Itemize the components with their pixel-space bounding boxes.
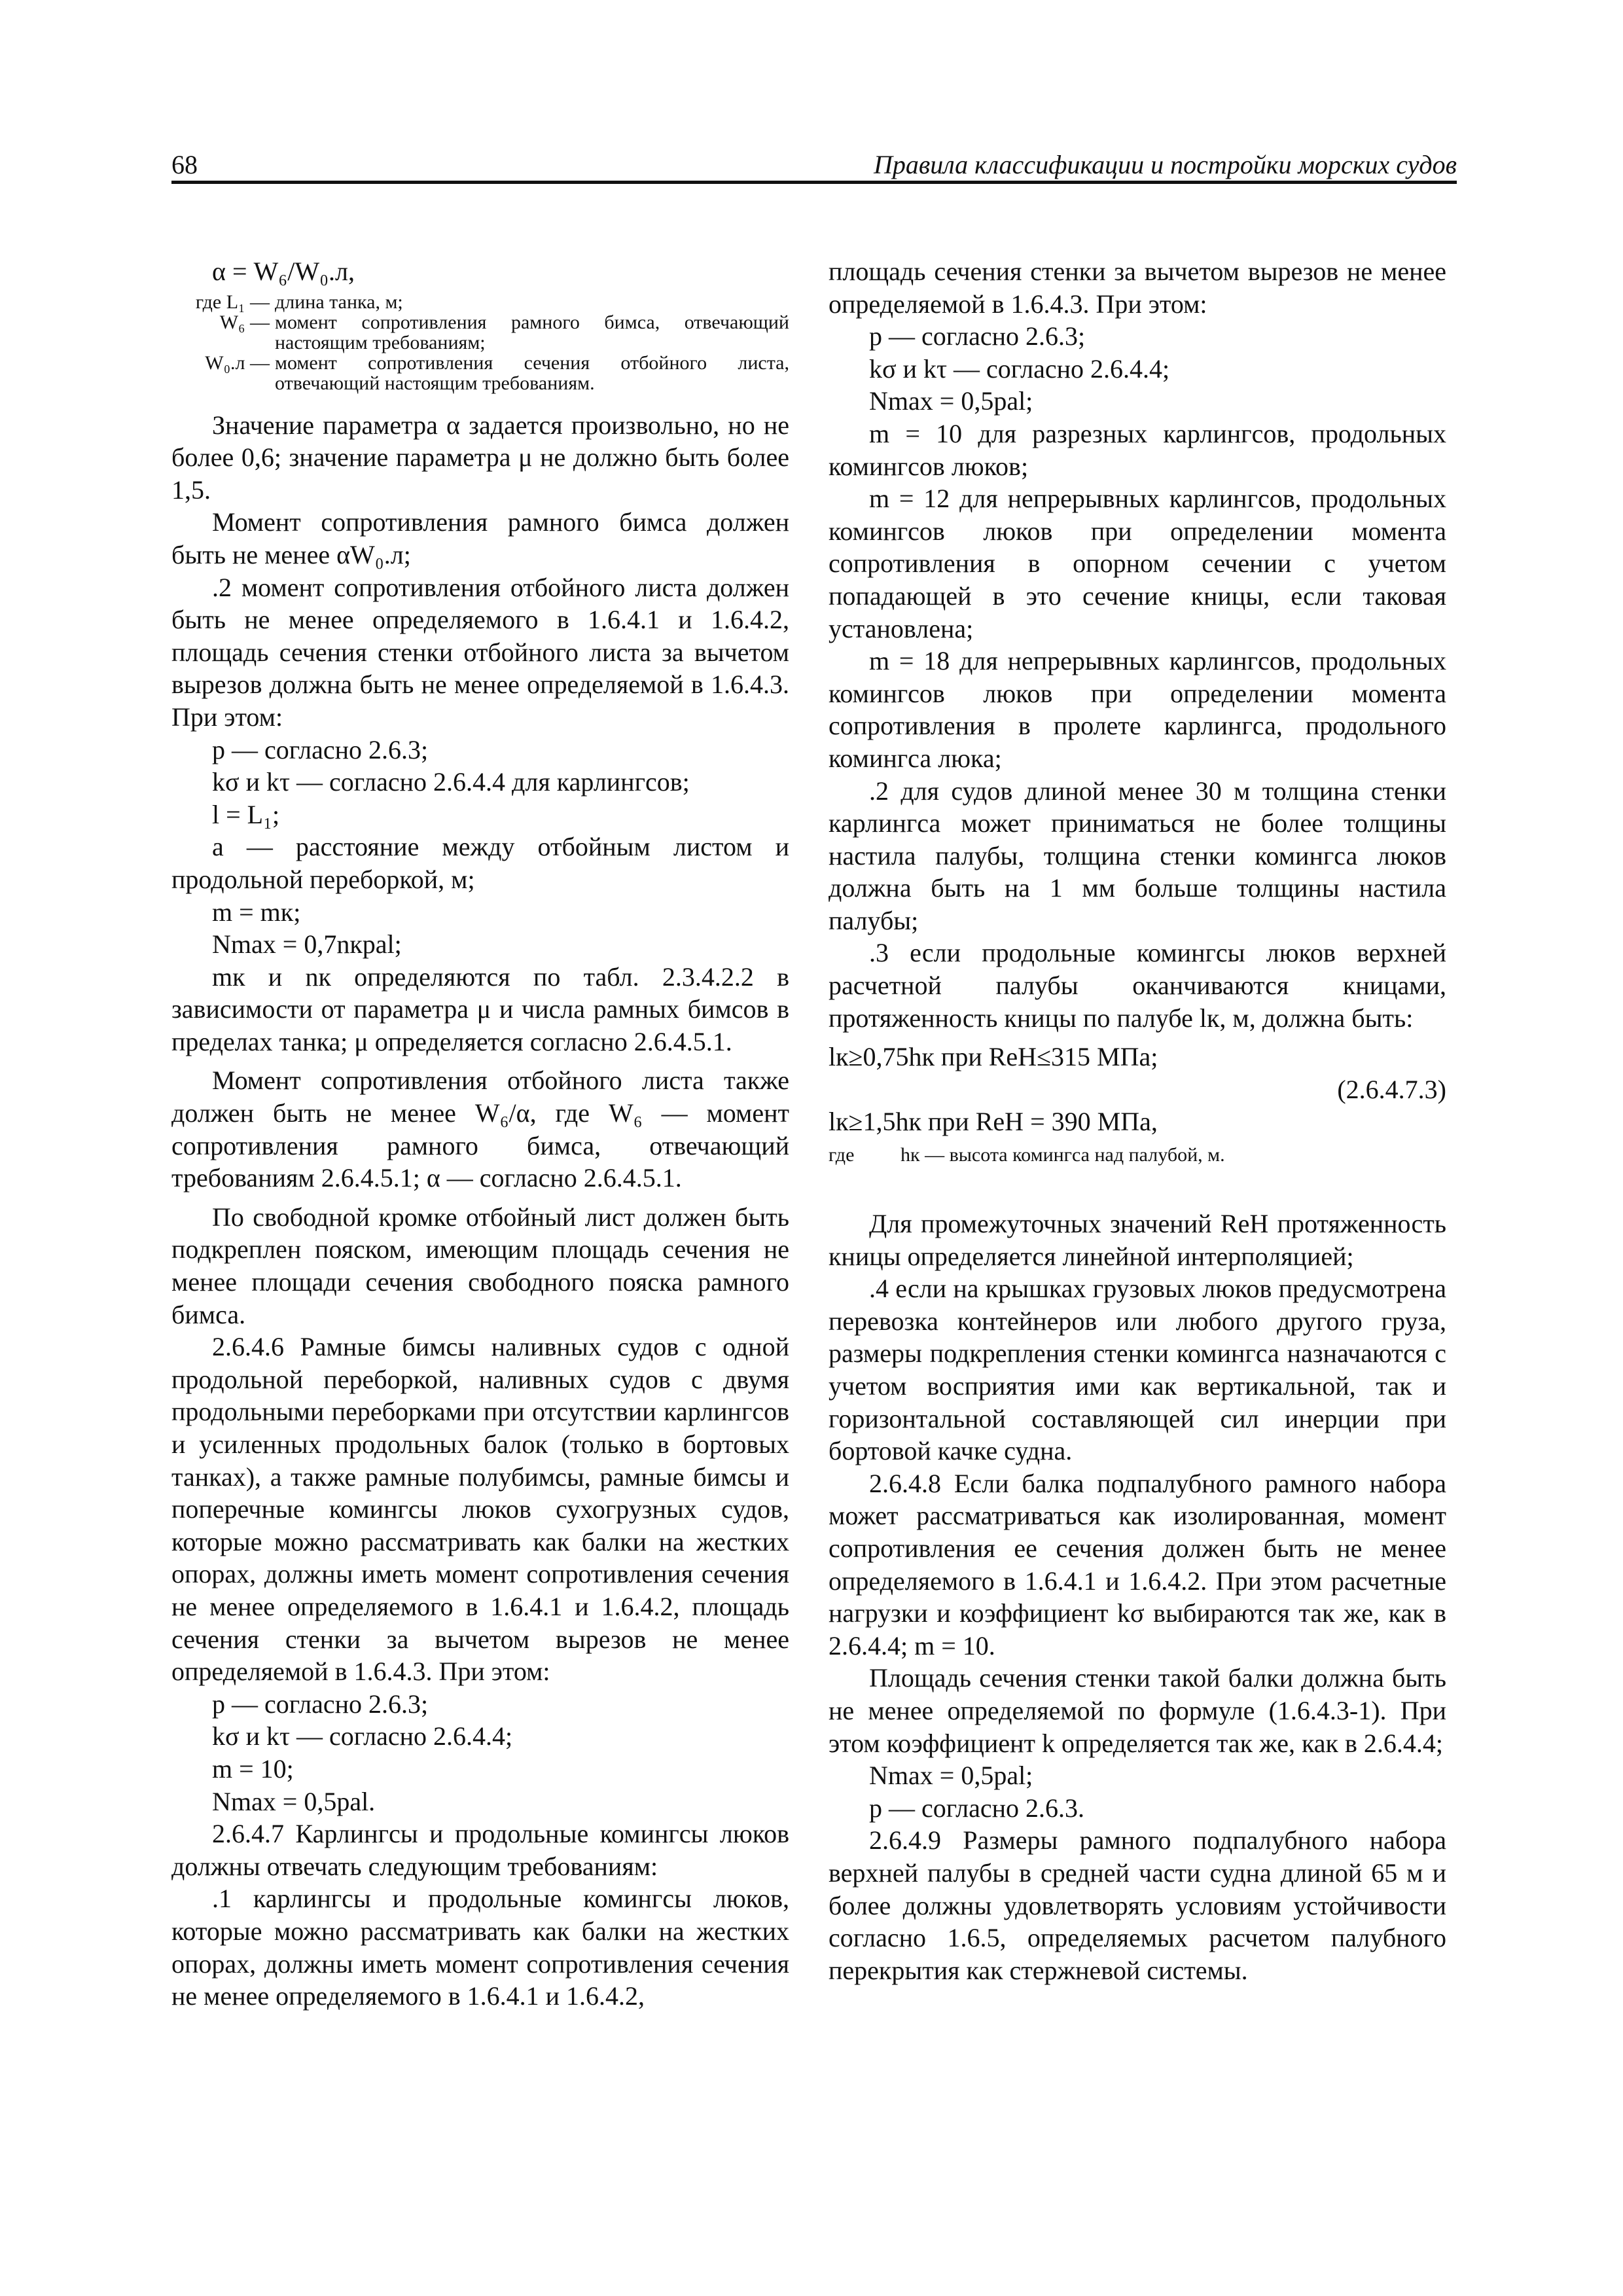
- param-line: m = 10;: [212, 1753, 294, 1784]
- paragraph: .3 если продольные комингсы люков верхней расчетной палубы оканчиваются кницами, протяженность кницы по палубе lк, м, должна быть:: [829, 938, 1446, 1033]
- where-label: где: [829, 1144, 855, 1166]
- spacer: [829, 1168, 1446, 1208]
- paragraph: Момент сопротивления отбойного листа также должен быть не менее W₆/α, где W₆ — момент сопротивления рамного бимса, отвечающий требованиям 2.6.4.5.1; α — согласно 2.6.4.5.1.: [171, 1066, 789, 1193]
- param-line: Nmax = 0,7nкpal;: [212, 929, 402, 960]
- running-title: Правила классификации и постройки морских судов: [873, 150, 1457, 179]
- paragraph: Для промежуточных значений ReH протяженность кницы определяется линейной интерполяцией;: [829, 1209, 1446, 1271]
- param-line: Nmax = 0,5pal;: [869, 386, 1033, 416]
- formula-line: lк≥0,75hк при ReH≤315 МПа;: [829, 1042, 1158, 1072]
- param-line: m = 12 для непрерывных карлингсов, продольных комингсов люков при определении момента сопротивления в опорном сечении с учетом попадающей в это сечение кницы, если таковая установлена;: [829, 484, 1446, 643]
- param-line: a — расстояние между отбойным листом и продольной переборкой, м;: [171, 832, 789, 894]
- definition-text: момент сопротивления сечения отбойного листа, отвечающий настоящим требованиям.: [275, 351, 789, 394]
- page-header: [171, 149, 1457, 179]
- param-line: l = L₁;: [212, 799, 280, 829]
- param-line: kσ и kτ — согласно 2.6.4.4;: [869, 353, 1170, 384]
- definition-item: [171, 292, 789, 312]
- paragraph: площадь сечения стенки за вычетом вырезов не менее определяемой в 1.6.4.3. При этом:: [829, 257, 1446, 319]
- param-line: mк и nк определяются по табл. 2.3.4.2.2 в зависимости от параметра μ и числа рамных бимсов в пределах танка; μ определяется согласно 2.6.4.5.1.: [171, 961, 789, 1056]
- header-rule: [171, 181, 1457, 184]
- param-line: m = 10 для разрезных карлингсов, продольных комингсов люков;: [829, 418, 1446, 481]
- paragraph: .1 карлингсы и продольные комингсы люков, которые можно рассматривать как балки на жестких опорах, должны иметь момент сопротивления сечения не менее определяемого в 1.6.4.1 и 1.6.4.2,: [171, 1884, 789, 2011]
- section-2-6-4-7: 2.6.4.7 Карлингсы и продольные комингсы люков должны отвечать следующим требованиям:: [171, 1819, 789, 1881]
- section-2-6-4-9: 2.6.4.9 Размеры рамного подпалубного набора верхней палубы в средней части судна длиной 65 м и более должны удовлетворять условиям устойчивости согласно 1.6.5, определяемых расчетом палубного перекрытия как стержневой системы.: [829, 1825, 1446, 1985]
- alpha-formula: α = W₆/W₀.л,: [212, 257, 355, 286]
- page-number: 68: [171, 150, 198, 179]
- definition-text: момент сопротивления рамного бимса, отвечающий настоящим требованиям;: [275, 311, 789, 353]
- where-note: [829, 1142, 1446, 1168]
- param-line: Nmax = 0,5pal.: [212, 1786, 376, 1816]
- definition-symbol: где L₁ —: [195, 291, 270, 313]
- definition-item: [171, 353, 789, 393]
- left-column: [171, 255, 789, 2013]
- paragraph: .4 если на крышках грузовых люков предусмотрена перевозка контейнеров или любого другого груза, размеры подкрепления стенки комингса назначаются с учетом восприятия ими как вертикальной, так и горизонтальной составляющей сил инерции при бортовой качке судна.: [829, 1274, 1446, 1466]
- paragraph: Площадь сечения стенки такой балки должна быть не менее определяемой по формуле (1.6.4.3-1). При этом коэффициент k определяется так же, как в 2.6.4.4;: [829, 1663, 1446, 1758]
- param-line: Nmax = 0,5pal;: [869, 1761, 1033, 1791]
- param-line: p — согласно 2.6.3;: [212, 734, 429, 764]
- definition-symbol: W₆ —: [219, 311, 270, 333]
- param-line: m = 18 для непрерывных карлингсов, продольных комингсов люков при определении момента сопротивления в пролете карлингса, продольного комингса люка;: [829, 646, 1446, 773]
- param-line: p — согласно 2.6.3;: [212, 1689, 429, 1719]
- formula-line: lк≥1,5hк при ReH = 390 МПа,: [829, 1107, 1158, 1137]
- definition-item: [171, 312, 789, 353]
- param-line: kσ и kτ — согласно 2.6.4.4 для карлингсов;: [212, 767, 690, 797]
- right-column: [829, 255, 1446, 1986]
- equation-number: (2.6.4.7.3): [1337, 1074, 1446, 1104]
- where-text: hк — высота комингса над палубой, м.: [901, 1144, 1225, 1166]
- paragraph: .2 момент сопротивления отбойного листа должен быть не менее определяемого в 1.6.4.1 и 1.6.4.2, площадь сечения стенки отбойного листа за вычетом вырезов должна быть не менее определяемой в 1.6.4.3. При этом:: [171, 572, 789, 732]
- section-2-6-4-6: 2.6.4.6 Рамные бимсы наливных судов с одной продольной переборкой, наливных судов с двумя продольными переборками при отсутствии карлингсов и усиленных продольных балок (только в бортовых танках), а также рамные полубимсы, рамные бимсы и поперечные комингсы люков сухогрузных судов, которые можно рассматривать как балки на жестких опорах, должны иметь момент сопротивления сечения не менее определяемого в 1.6.4.1 и 1.6.4.2, площадь сечения стенки за вычетом вырезов не менее определяемой в 1.6.4.3. При этом:: [171, 1332, 789, 1687]
- definition-text: длина танка, м;: [275, 291, 403, 313]
- definition-symbol: W₀.л —: [205, 351, 270, 374]
- paragraph: Значение параметра α задается произвольно, но не более 0,6; значение параметра μ не должно быть более 1,5.: [171, 410, 789, 505]
- paragraph: По свободной кромке отбойный лист должен быть подкреплен пояском, имеющим площадь сечения не менее площади сечения свободного пояска рамного бимса.: [171, 1202, 789, 1329]
- param-line: kσ и kτ — согласно 2.6.4.4;: [212, 1721, 513, 1751]
- param-line: p — согласно 2.6.3.: [869, 1793, 1085, 1823]
- definitions-list: [171, 292, 789, 393]
- paragraph: .2 для судов длиной менее 30 м толщина стенки карлингса может приниматься не более толщины настила палубы, толщина стенки комингса люков должна быть на 1 мм больше толщины настила палубы;: [829, 776, 1446, 935]
- param-line: p — согласно 2.6.3;: [869, 321, 1086, 351]
- paragraph: Момент сопротивления рамного бимса должен быть не менее αW₀.л;: [171, 507, 789, 569]
- section-2-6-4-8: 2.6.4.8 Если балка подпалубного рамного набора может рассматриваться как изолированная, момент сопротивления ее сечения должен быть не менее определяемого в 1.6.4.1 и 1.6.4.2. При этом расчетные нагрузки и коэффициент kσ выбираются так же, как в 2.6.4.4; m = 10.: [829, 1468, 1446, 1660]
- param-line: m = mк;: [212, 897, 301, 927]
